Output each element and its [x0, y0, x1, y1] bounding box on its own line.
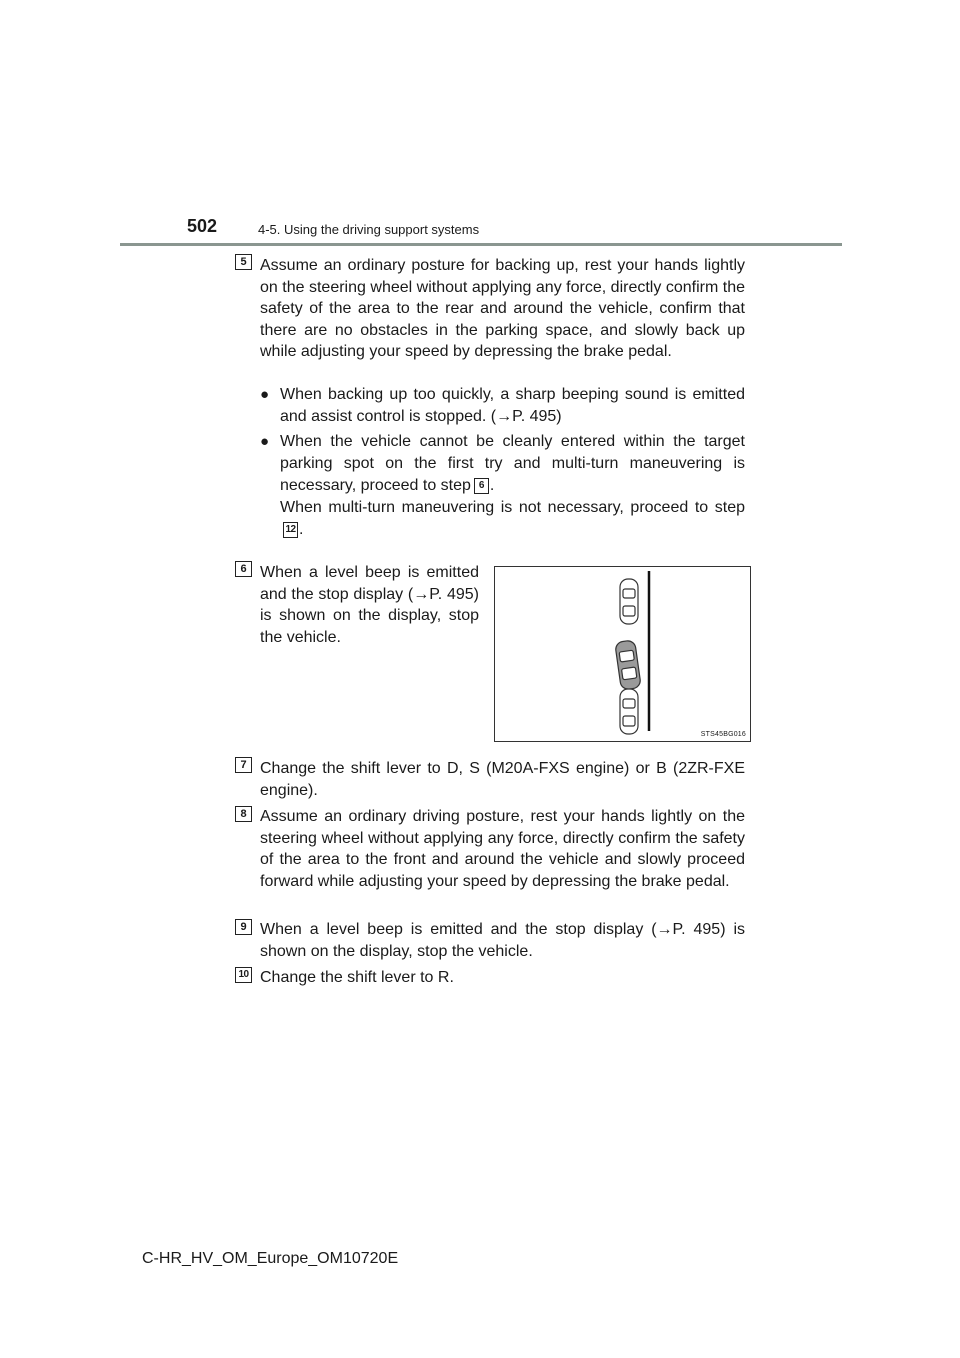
- step-number-8: 8: [235, 806, 252, 822]
- step-5-bullet-1: [260, 384, 745, 427]
- header-divider: [120, 243, 842, 246]
- car-bottom-icon: [620, 689, 638, 734]
- bullet-1-text: When backing up too quickly, a sharp beeping sound is emitted and assist control is stopped. (→P. 495): [280, 386, 745, 425]
- step-number-5: 5: [235, 254, 252, 270]
- bullet-2-text: When the vehicle cannot be cleanly entered within the target parking spot on the first try and multi-turn maneuvering is necessary, proceed to step: [280, 433, 745, 494]
- step-number-10: 10: [235, 967, 252, 983]
- step-5-bullet-2: ● When the vehicle cannot be cleanly entered within the target parking spot on the first try and multi-turn maneuvering is necessary, proceed to step 6 . When multi-turn maneuvering is not necessary, proceed to step12 .: [260, 433, 745, 538]
- step-number-7: 7: [235, 757, 252, 773]
- car-top-icon: [620, 579, 638, 624]
- page-number: 502: [187, 216, 218, 236]
- step-ref-12[interactable]: 12: [283, 522, 298, 538]
- step-number-6: 6: [235, 561, 252, 577]
- step-10-text: Change the shift lever to R.: [260, 969, 454, 986]
- bullet-icon: ●: [260, 386, 270, 403]
- step-number-9: 9: [235, 919, 252, 935]
- parking-illustration: [494, 566, 751, 742]
- step-5-text: Assume an ordinary posture for backing up, rest your hands lightly on the steering wheel without applying any force, directly confirm the safety of the area to the rear and around the vehicle, confirm that there are no obstacles in the parking space, and slowly back up while adjusting your speed by depressing the brake pedal.: [260, 257, 745, 360]
- step-7-text: Change the shift lever to D, S (M20A-FXS engine) or B (2ZR-FXE engine).: [260, 760, 745, 799]
- step-6-text: When a level beep is emitted and the stop display (→P. 495) is shown on the display, stop the vehicle.: [260, 564, 479, 646]
- step-9-text: When a level beep is emitted and the stop display (→P. 495) is shown on the display, stop the vehicle.: [260, 921, 745, 960]
- parking-diagram: [495, 567, 750, 741]
- bullet-2-text-cont: When multi-turn maneuvering is not necessary, proceed to step: [280, 499, 745, 516]
- step-8-text: Assume an ordinary driving posture, rest your hands lightly on the steering wheel without applying any force, directly confirm the safety of the area to the front and around the vehicle and slowly proceed forward while adjusting your speed by depressing the brake pedal.: [260, 808, 745, 890]
- figure-code: STS45BG016: [700, 731, 746, 738]
- section-title: 4-5. Using the driving support systems: [258, 222, 480, 237]
- bullet-icon: ●: [260, 433, 270, 450]
- document-id: C-HR_HV_OM_Europe_OM10720E: [142, 1250, 399, 1267]
- car-maneuvering-icon: [615, 640, 641, 690]
- step-ref-6[interactable]: 6: [474, 478, 489, 494]
